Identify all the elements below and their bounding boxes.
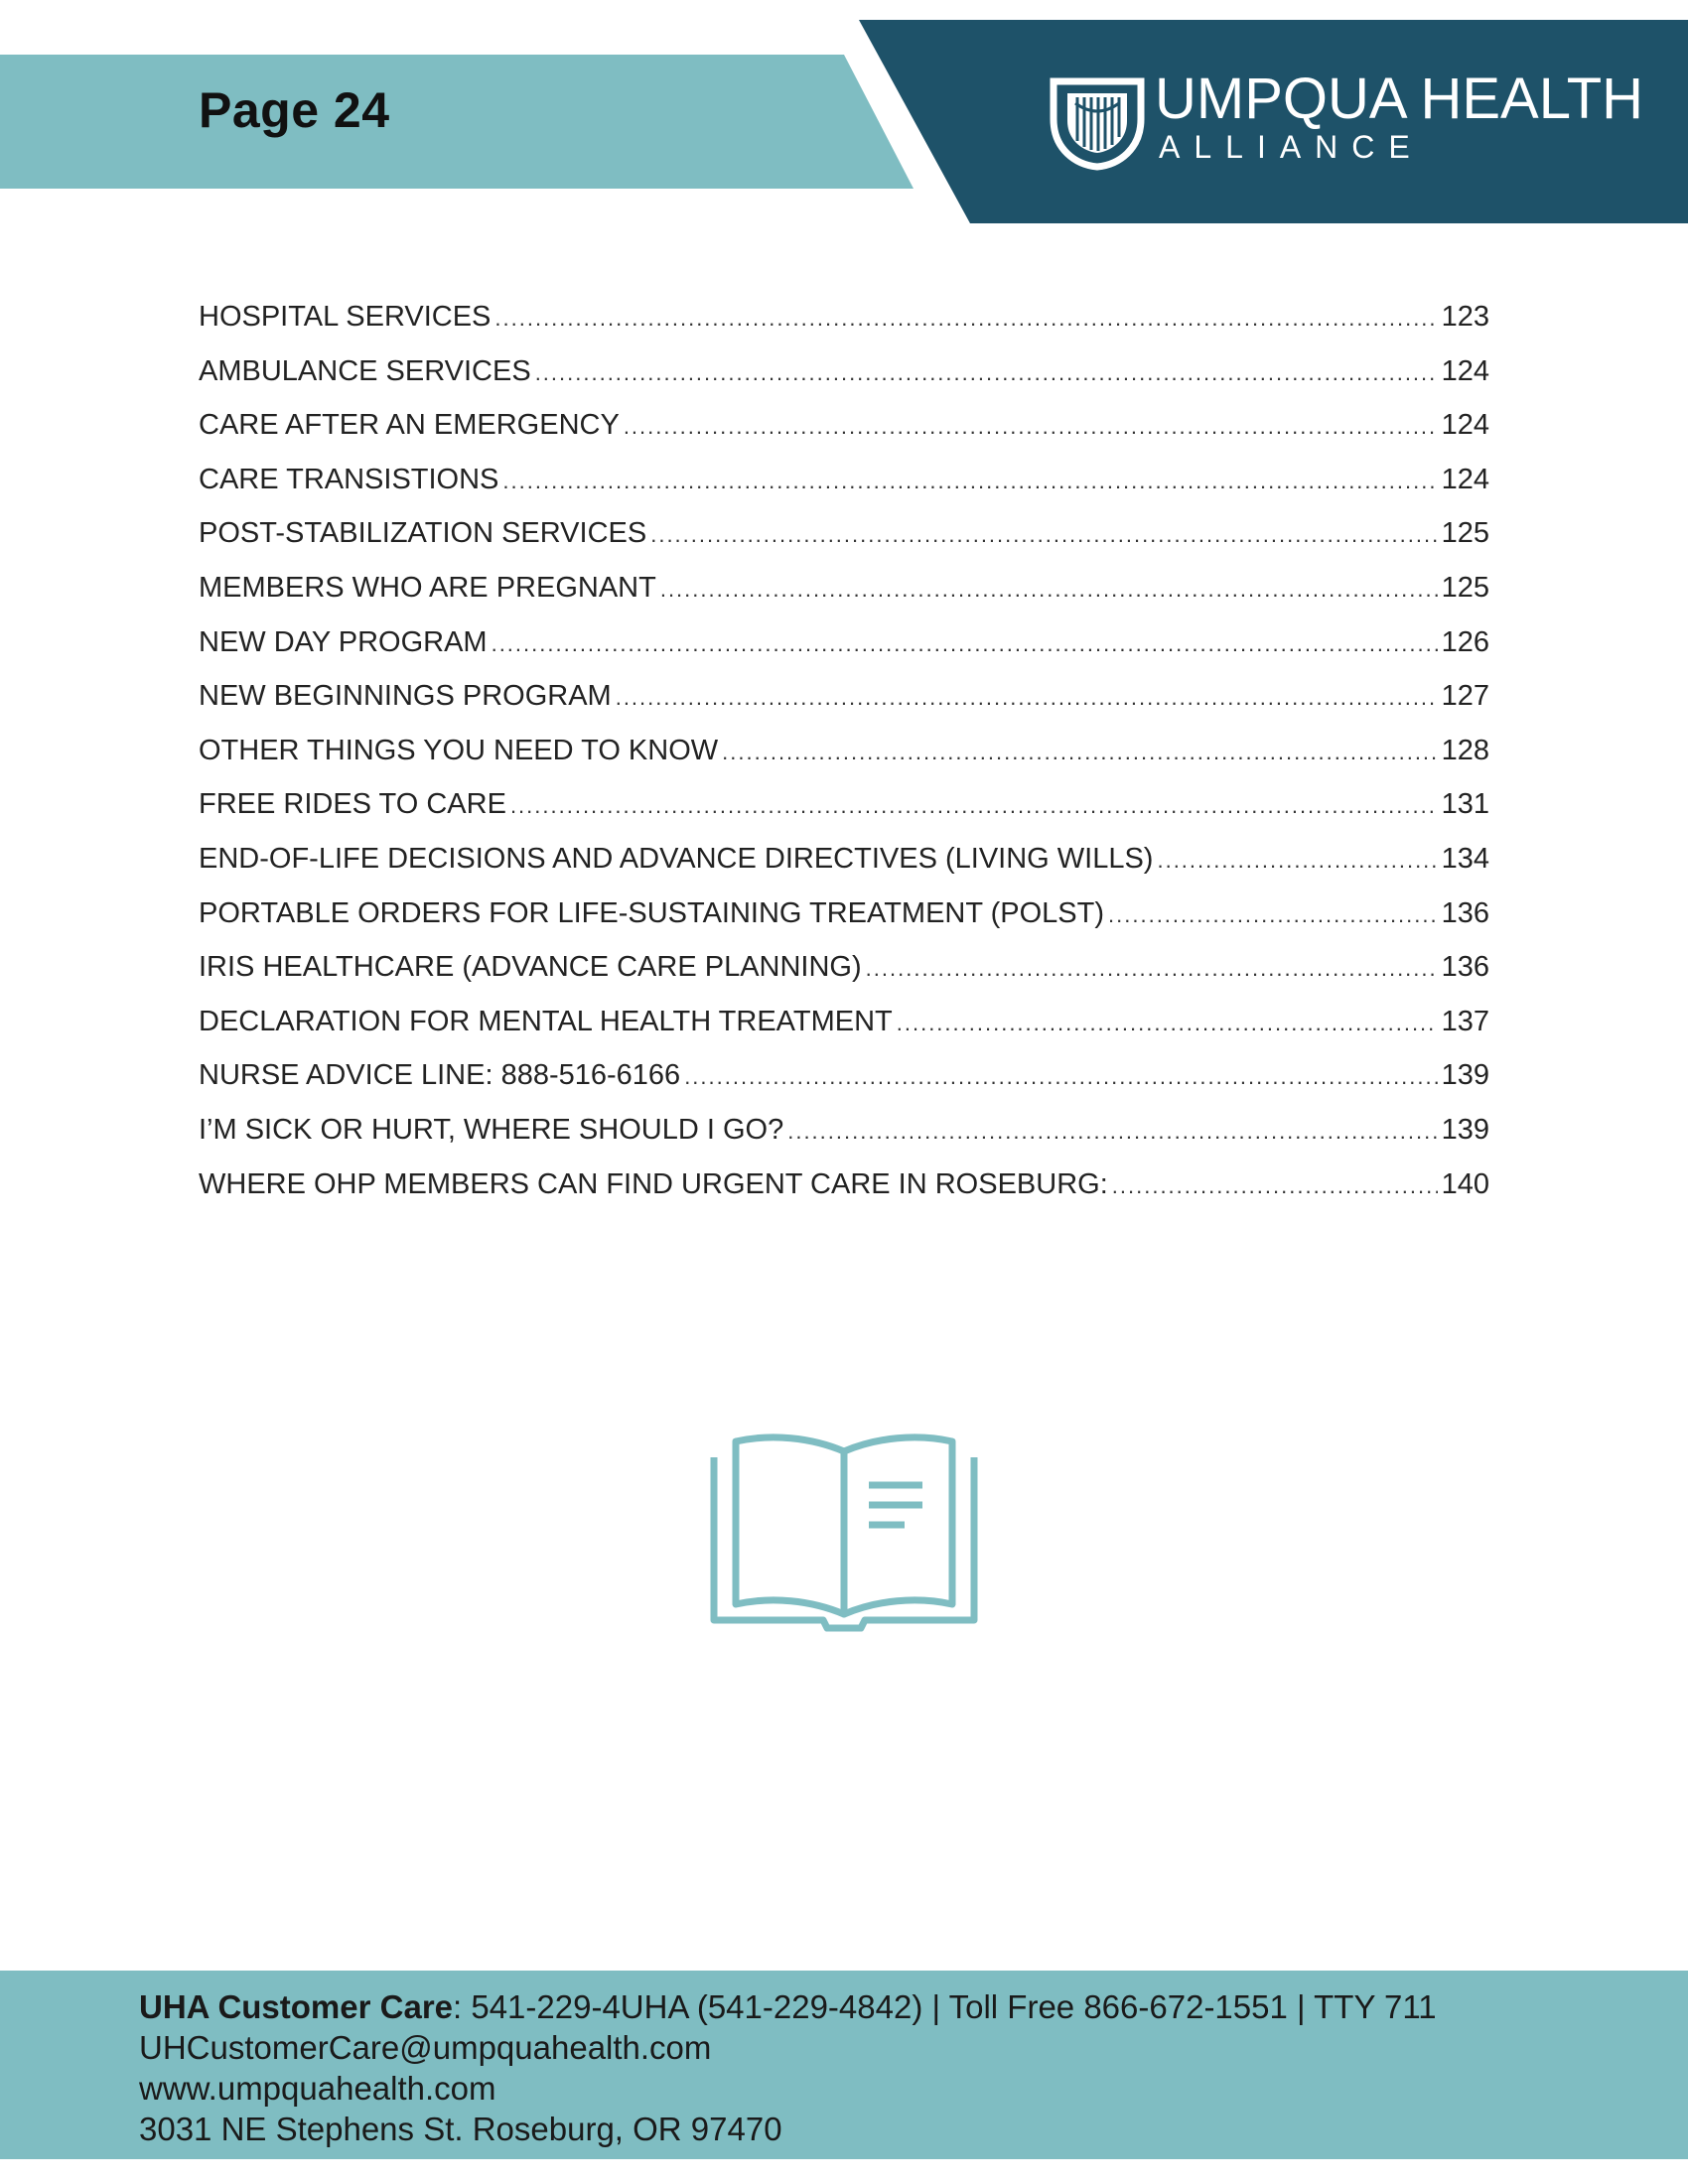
toc-entry[interactable]	[199, 301, 1489, 355]
toc-entry-title: CARE TRANSISTIONS	[199, 463, 499, 495]
toc-entry[interactable]	[199, 626, 1489, 681]
toc-entry-page: 127	[1441, 680, 1489, 713]
toc-entry-page: 124	[1441, 409, 1489, 442]
brand-logo	[1048, 68, 1643, 177]
toc-entry-title: POST-STABILIZATION SERVICES	[199, 517, 647, 550]
open-book-icon	[710, 1430, 978, 1638]
toc-entry-title: NEW BEGINNINGS PROGRAM	[199, 680, 612, 713]
toc-entry-page: 125	[1441, 571, 1489, 604]
toc-entry-page: 124	[1441, 354, 1489, 387]
toc-entry-title: PORTABLE ORDERS FOR LIFE-SUSTAINING TREATMENT (POLST)	[199, 896, 1105, 929]
toc-leader-dots	[616, 685, 1438, 711]
toc-entry[interactable]	[199, 1114, 1489, 1168]
toc-entry[interactable]	[199, 572, 1489, 626]
toc-entry-title: OTHER THINGS YOU NEED TO KNOW	[199, 734, 719, 766]
toc-entry-page: 136	[1441, 951, 1489, 984]
toc-entry-page: 124	[1441, 463, 1489, 495]
toc-entry-page: 134	[1441, 842, 1489, 875]
toc-entry-title: AMBULANCE SERVICES	[199, 354, 531, 387]
footer-customer-care	[139, 1988, 1437, 2026]
header-band	[0, 55, 914, 189]
toc-entry[interactable]	[199, 1006, 1489, 1060]
toc-entry[interactable]	[199, 843, 1489, 897]
toc-leader-dots	[787, 1119, 1437, 1145]
toc-entry-title: NEW DAY PROGRAM	[199, 625, 488, 658]
toc-entry-page: 125	[1441, 517, 1489, 550]
page-title: Page 24	[199, 82, 390, 138]
toc-leader-dots	[1157, 848, 1437, 874]
toc-entry-page: 139	[1441, 1059, 1489, 1092]
toc-entry-title: I’M SICK OR HURT, WHERE SHOULD I GO?	[199, 1113, 784, 1146]
footer-address: 3031 NE Stephens St. Roseburg, OR 97470	[139, 2111, 782, 2147]
toc-entry[interactable]	[199, 1059, 1489, 1114]
toc-entry-page: 131	[1441, 788, 1489, 821]
toc-leader-dots	[866, 956, 1438, 982]
toc-entry-page: 140	[1441, 1167, 1489, 1200]
table-of-contents	[199, 301, 1489, 1222]
toc-leader-dots	[502, 469, 1437, 494]
toc-entry[interactable]	[199, 680, 1489, 735]
toc-entry[interactable]	[199, 951, 1489, 1006]
toc-leader-dots	[624, 414, 1438, 440]
toc-leader-dots	[494, 306, 1437, 332]
toc-leader-dots	[1112, 1173, 1438, 1199]
toc-entry-page: 136	[1441, 896, 1489, 929]
shield-logo-icon	[1048, 75, 1147, 171]
toc-leader-dots	[535, 360, 1438, 386]
toc-entry-page: 139	[1441, 1113, 1489, 1146]
toc-entry-title: WHERE OHP MEMBERS CAN FIND URGENT CARE IN ROSEBURG:	[199, 1167, 1108, 1200]
toc-entry-page: 128	[1441, 734, 1489, 766]
toc-leader-dots	[660, 577, 1438, 603]
toc-entry-title: IRIS HEALTHCARE (ADVANCE CARE PLANNING)	[199, 951, 862, 984]
toc-entry-page: 123	[1441, 301, 1489, 333]
toc-entry-title: CARE AFTER AN EMERGENCY	[199, 409, 620, 442]
toc-leader-dots	[510, 793, 1438, 819]
toc-entry-title: MEMBERS WHO ARE PREGNANT	[199, 571, 656, 604]
toc-entry[interactable]	[199, 355, 1489, 410]
toc-leader-dots	[722, 740, 1437, 765]
toc-leader-dots	[650, 522, 1437, 548]
toc-entry-title: DECLARATION FOR MENTAL HEALTH TREATMENT	[199, 1005, 893, 1037]
footer-website[interactable]: www.umpquahealth.com	[139, 2070, 496, 2107]
toc-leader-dots	[897, 1011, 1438, 1036]
toc-entry[interactable]	[199, 788, 1489, 843]
toc-leader-dots	[492, 631, 1438, 657]
toc-entry-page: 137	[1441, 1005, 1489, 1037]
logo-subtitle: ALLIANCE	[1159, 129, 1424, 165]
toc-entry[interactable]	[199, 1168, 1489, 1223]
footer-email[interactable]: UHCustomerCare@umpquahealth.com	[139, 2029, 712, 2066]
toc-entry-page: 126	[1441, 625, 1489, 658]
footer-contact-band	[0, 1971, 1688, 2159]
toc-leader-dots	[1108, 902, 1438, 928]
toc-entry[interactable]	[199, 517, 1489, 572]
toc-leader-dots	[684, 1064, 1437, 1090]
toc-entry[interactable]	[199, 897, 1489, 952]
customer-care-numbers: : 541-229-4UHA (541-229-4842) | Toll Free 866-672-1551 | TTY 711	[453, 1988, 1437, 2025]
toc-entry-title: HOSPITAL SERVICES	[199, 301, 492, 333]
toc-entry[interactable]	[199, 735, 1489, 789]
toc-entry-title: NURSE ADVICE LINE: 888-516-6166	[199, 1059, 681, 1092]
toc-entry-title: FREE RIDES TO CARE	[199, 788, 506, 821]
logo-wordmark: UMPQUA HEALTH	[1155, 67, 1644, 131]
toc-entry-title: END-OF-LIFE DECISIONS AND ADVANCE DIRECTIVES (LIVING WILLS)	[199, 842, 1154, 875]
toc-entry[interactable]	[199, 464, 1489, 518]
customer-care-label: UHA Customer Care	[139, 1988, 454, 2025]
toc-entry[interactable]	[199, 409, 1489, 464]
